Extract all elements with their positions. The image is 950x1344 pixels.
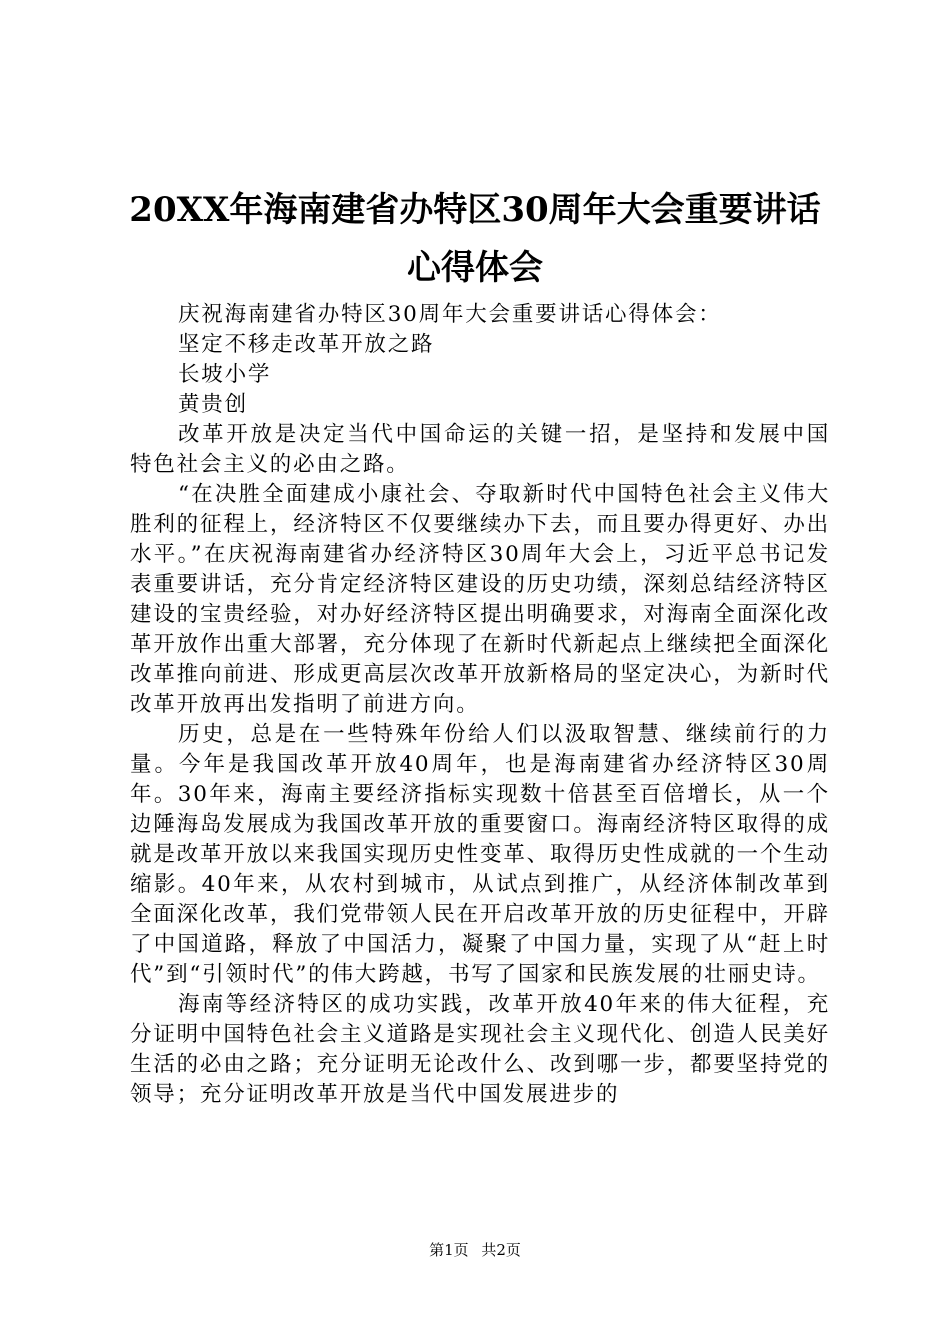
author-name: 黄贵创 xyxy=(178,392,248,417)
document-title-line-2: 心得体会 xyxy=(407,248,543,288)
paragraph-1: 改革开放是决定当代中国命运的关键一招，是坚持和发展中国特色社会主义的必由之路。 xyxy=(130,422,830,477)
document-title-line-1: 20XX年海南建省办特区30周年大会重要讲话 xyxy=(129,190,821,230)
subtitle-theme: 坚定不移走改革开放之路 xyxy=(178,332,435,357)
page-footer xyxy=(0,1240,950,1260)
author-school: 长坡小学 xyxy=(178,362,272,387)
page-total: 共2页 xyxy=(481,1241,521,1259)
paragraph-3: 历史，总是在一些特殊年份给人们以汲取智慧、继续前行的力量。今年是我国改革开放40周年，也是海南建省办经济特区30周年。30年来，海南主要经济指标实现数十倍甚至百倍增长，从一个边陲海岛发展成为我国改革开放的重要窗口。海南经济特区取得的成就是改革开放以来我国实现历史性变革、取得历史性成就的一个生动缩影。40年来，从农村到城市，从试点到推广，从经济体制改革到全面深化改革，我们党带领人民在开启改革开放的历史征程中，开辟了中国道路，释放了中国活力，凝聚了中国力量，实现了从“赶上时代”到“引领时代”的伟大跨越，书写了国家和民族发展的壮丽史诗。 xyxy=(130,722,830,987)
document-body xyxy=(130,300,830,1110)
paragraph-2: “在决胜全面建成小康社会、夺取新时代中国特色社会主义伟大胜利的征程上，经济特区不仅要继续办下去，而且要办得更好、办出水平。”在庆祝海南建省办经济特区30周年大会上，习近平总书记发表重要讲话，充分肯定经济特区建设的历史功绩，深刻总结经济特区建设的宝贵经验，对办好经济特区提出明确要求，对海南全面深化改革开放作出重大部署，充分体现了在新时代新起点上继续把全面深化改革推向前进、形成更高层次改革开放新格局的坚定决心，为新时代改革开放再出发指明了前进方向。 xyxy=(130,482,830,717)
page-number: 第1页 xyxy=(429,1241,469,1259)
paragraph-4: 海南等经济特区的成功实践，改革开放40年来的伟大征程，充分证明中国特色社会主义道路是实现社会主义现代化、创造人民美好生活的必由之路；充分证明无论改什么、改到哪一步，都要坚持党的领导；充分证明改革开放是当代中国发展进步的 xyxy=(130,992,830,1107)
subtitle-heading: 庆祝海南建省办特区30周年大会重要讲话心得体会： xyxy=(178,302,722,327)
